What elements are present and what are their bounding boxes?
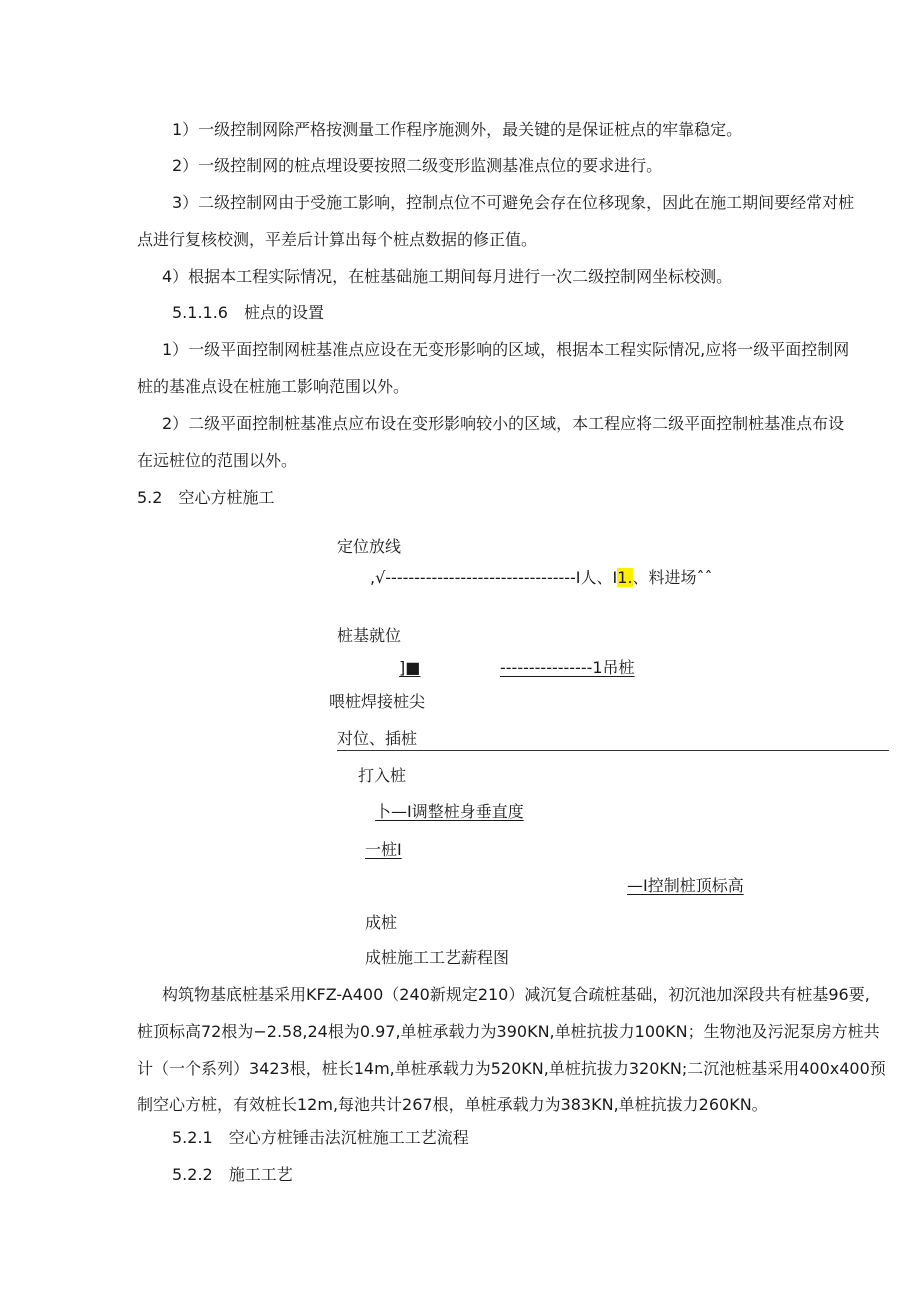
section-heading-5-2: 5.2 空心方桩施工 [137,488,275,507]
section-heading-5-2-1: 5.2.1 空心方桩锤击法沉桩施工工艺流程 [172,1128,469,1147]
body-paragraph-line-1: 构筑物基底桩基采用KFZ-A400（240新规定210）减沉复合疏桩基础，初沉池加深段共有桩基96要, [162,985,870,1004]
body-paragraph-line-3: 计（一个系列）3423根，桩长14m,单桩承载力为520KN,单桩抗拔力320KN;二沉池桩基采用400x400预 [137,1059,886,1078]
flow-step-drive-pile: 打入桩 [358,766,407,785]
flow-step-align-insert: 对位、插桩 [337,729,418,748]
flow-step-top-elevation: —I控制桩顶标高 [627,876,744,895]
paragraph-4: 4）根据本工程实际情况，在桩基础施工期间每月进行一次二级控制网坐标校测。 [162,267,733,286]
body-paragraph-line-4: 制空心方桩，有效桩长12m,每池共计267根，单桩承载力为383KN,单桩抗拔力260KN。 [137,1095,768,1114]
flow-step-positioning: 定位放线 [337,537,402,556]
flow-materials-suffix: 、料进场ˆˆ [632,568,713,587]
paragraph-3-line-1: 3）二级控制网由于受施工影响，控制点位不可避免会存在位移现象，因此在施工期间要经常对桩 [172,193,855,212]
paragraph-5-line-1: 1）一级平面控制网桩基准点应设在无变形影响的区域，根据本工程实际情况,应将一级平面控制网 [162,340,850,359]
paragraph-6-line-1: 2）二级平面控制桩基准点应布设在变形影响较小的区域，本工程应将二级平面控制桩基准点布设 [162,414,845,433]
flow-step-finished-pile: 成桩 [365,913,398,932]
paragraph-5-line-2: 桩的基准点设在桩施工影响范围以外。 [137,377,410,396]
flow-step-pile: 一桩I [365,840,402,859]
section-heading-5-1-1-6: 5.1.1.6 桩点的设置 [172,303,324,322]
flow-step-pile-base: 桩基就位 [337,626,402,645]
flow-materials-prefix: ,√---------------------------------I人、I [370,568,618,587]
section-heading-5-2-2: 5.2.2 施工工艺 [172,1165,293,1184]
flow-lift-marker: ]■ [399,658,421,677]
paragraph-6-line-2: 在远桩位的范围以外。 [137,451,298,470]
paragraph-3-line-2: 点进行复核校测，平差后计算出每个桩点数据的修正值。 [137,230,538,249]
flow-chart-caption: 成桩施工工艺薪程图 [365,948,510,967]
flow-step-materials-entry [370,568,713,588]
flow-step-lift-pile: ----------------1吊桩 [500,658,635,677]
body-paragraph-line-2: 桩顶标高72根为−2.58,24根为0.97,单桩承载力为390KN,单桩抗拔力100KN；生物池及污泥泵房方桩共 [137,1022,880,1041]
flow-divider [337,750,889,751]
flow-materials-highlight: 1. [617,568,633,587]
paragraph-1: 1）一级控制网除严格按测量工作程序施测外，最关键的是保证桩点的牢靠稳定。 [172,120,743,139]
flow-step-feed-weld: 喂桩焊接桩尖 [329,692,426,711]
paragraph-2: 2）一级控制网的桩点埋设要按照二级变形监测基准点位的要求进行。 [172,156,663,175]
flow-step-lift-marker [399,658,496,678]
flow-step-verticality: 卜—I调整桩身垂直度 [375,802,524,821]
